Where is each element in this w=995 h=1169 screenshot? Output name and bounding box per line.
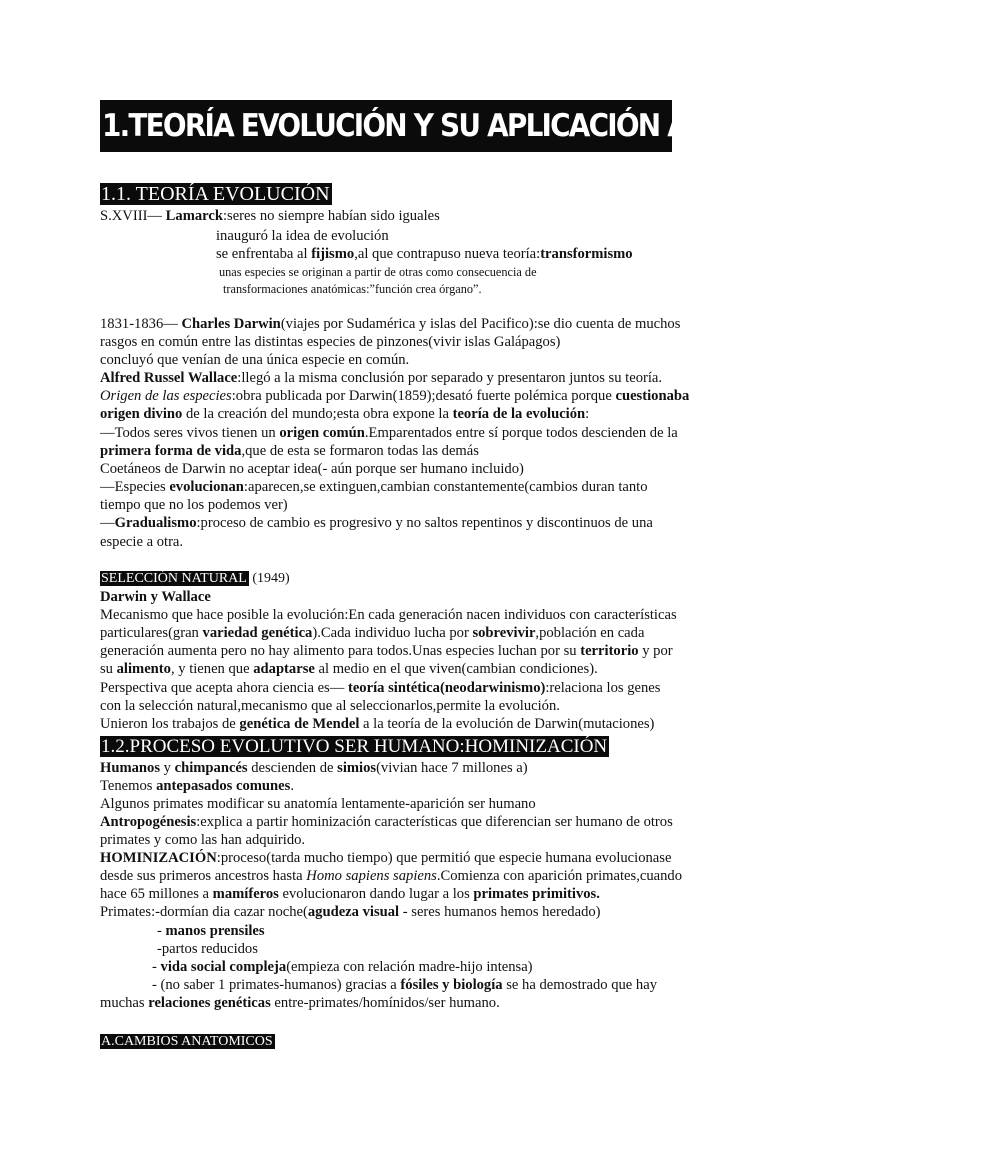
seleccion-natural-heading: SELECCIÓN NATURAL (1949) xyxy=(101,571,290,586)
hominizacion-line-4: Antropogénesis:explica a partir hominización características que diferencian ser humano de otros xyxy=(100,814,673,830)
seleccion-line-6: con la selección natural,mecanismo que al seleccionarlos,permite la evolución. xyxy=(100,698,560,714)
hominizacion-line-7: desde sus primeros ancestros hasta Homo sapiens sapiens.Comienza con aparición primates,cuando xyxy=(100,868,683,884)
darwin-line-4: Alfred Russel Wallace:llegó a la misma conclusión por separado y presentaron juntos su teoría. xyxy=(100,370,663,386)
hominizacion-line-2: Tenemos antepasados comunes. xyxy=(100,778,294,794)
darwin-line-8: primera forma de vida,que de esta se formaron todas las demás xyxy=(100,443,479,459)
darwin-line-13: especie a otra. xyxy=(100,534,184,550)
hominizacion-line-13: - (no saber 1 primates-humanos) gracias a fósiles y biología se ha demostrado que hay xyxy=(152,977,657,993)
darwin-line-9: Coetáneos de Darwin no aceptar idea(- aún porque ser humano incluido) xyxy=(100,461,524,477)
hominizacion-line-6: HOMINIZACIÓN:proceso(tarda mucho tiempo) que permitió que especie humana evolucionase xyxy=(100,850,672,866)
section-heading-teoria-evolucion: 1.1. TEORÍA EVOLUCIÓN xyxy=(101,183,330,205)
hominizacion-line-12: - vida social compleja(empieza con relación madre-hijo intensa) xyxy=(152,959,533,975)
seleccion-line-5: Perspectiva que acepta ahora ciencia es— teoría sintética(neodarwinismo):relaciona los genes xyxy=(100,680,661,696)
darwin-line-11: tiempo que no los podemos ver) xyxy=(100,497,288,513)
hominizacion-line-8: hace 65 millones a mamíferos evolucionaron dando lugar a los primates primitivos. xyxy=(100,886,600,902)
lamarck-line-2: inauguró la idea de evolución xyxy=(216,228,389,244)
darwin-line-3: concluyó que venían de una única especie en común. xyxy=(100,352,410,368)
seleccion-line-7: Unieron los trabajos de genética de Mendel a la teoría de la evolución de Darwin(mutaciones) xyxy=(100,716,655,732)
hominizacion-line-5: primates y como las han adquirido. xyxy=(100,832,306,848)
darwin-line-6: origen divino de la creación del mundo;esta obra expone la teoría de la evolución: xyxy=(100,406,590,422)
hominizacion-line-9: Primates:-dormían dia cazar noche(agudeza visual - seres humanos hemos heredado) xyxy=(100,904,601,920)
section-heading-hominizacion: 1.2.PROCESO EVOLUTIVO SER HUMANO:HOMINIZACIÓN xyxy=(101,736,608,757)
darwin-line-1: 1831-1836— Charles Darwin(viajes por Sudamérica y islas del Pacifico):se dio cuenta de muchos xyxy=(100,316,681,332)
lamarck-line-4: unas especies se originan a partir de otras como consecuencia de xyxy=(219,265,537,279)
main-title: 1.TEORÍA EVOLUCIÓN Y SU APLICACIÓN AL SER HUMANO xyxy=(100,100,672,152)
hominizacion-line-10: - manos prensiles xyxy=(157,923,265,939)
hominizacion-line-3: Algunos primates modificar su anatomía lentamente-aparición ser humano xyxy=(100,796,536,812)
darwin-line-2: rasgos en común entre las distintas especies de pinzones(vivir islas Galápagos) xyxy=(100,334,561,350)
darwin-line-12: —Gradualismo:proceso de cambio es progresivo y no saltos repentinos y discontinuos de una xyxy=(100,515,653,531)
darwin-line-7: —Todos seres vivos tienen un origen común.Emparentados entre sí porque todos descienden de la xyxy=(100,425,678,441)
hominizacion-line-1: Humanos y chimpancés descienden de simios(vivian hace 7 millones a) xyxy=(100,760,528,776)
seleccion-line-2: particulares(gran variedad genética).Cada individuo lucha por sobrevivir,población en cada xyxy=(100,625,645,641)
seleccion-line-3: generación aumenta pero no hay alimento para todos.Unas especies luchan por su territorio y por xyxy=(100,643,673,659)
lamarck-line-1: S.XVIII— Lamarck:seres no siempre habían sido iguales xyxy=(100,208,440,224)
seleccion-line-1: Mecanismo que hace posible la evolución:En cada generación nacen individuos con características xyxy=(100,607,677,623)
hominizacion-line-14: muchas relaciones genéticas entre-primates/homínidos/ser humano. xyxy=(100,995,500,1011)
hominizacion-line-11: -partos reducidos xyxy=(157,941,258,957)
darwin-line-5: Origen de las especies:obra publicada por Darwin(1859);desató fuerte polémica porque cuestionaba xyxy=(100,388,690,404)
seleccion-authors: Darwin y Wallace xyxy=(100,589,211,605)
darwin-line-10: —Especies evolucionan:aparecen,se extinguen,cambian constantemente(cambios duran tanto xyxy=(100,479,648,495)
lamarck-line-5: transformaciones anatómicas:”función crea órgano”. xyxy=(223,282,482,296)
cambios-anatomicos-heading: A.CAMBIOS ANATOMICOS xyxy=(101,1034,273,1049)
lamarck-line-3: se enfrentaba al fijismo,al que contrapuso nueva teoría:transformismo xyxy=(216,246,633,262)
seleccion-line-4: su alimento, y tienen que adaptarse al medio en el que viven(cambian condiciones). xyxy=(100,661,598,677)
